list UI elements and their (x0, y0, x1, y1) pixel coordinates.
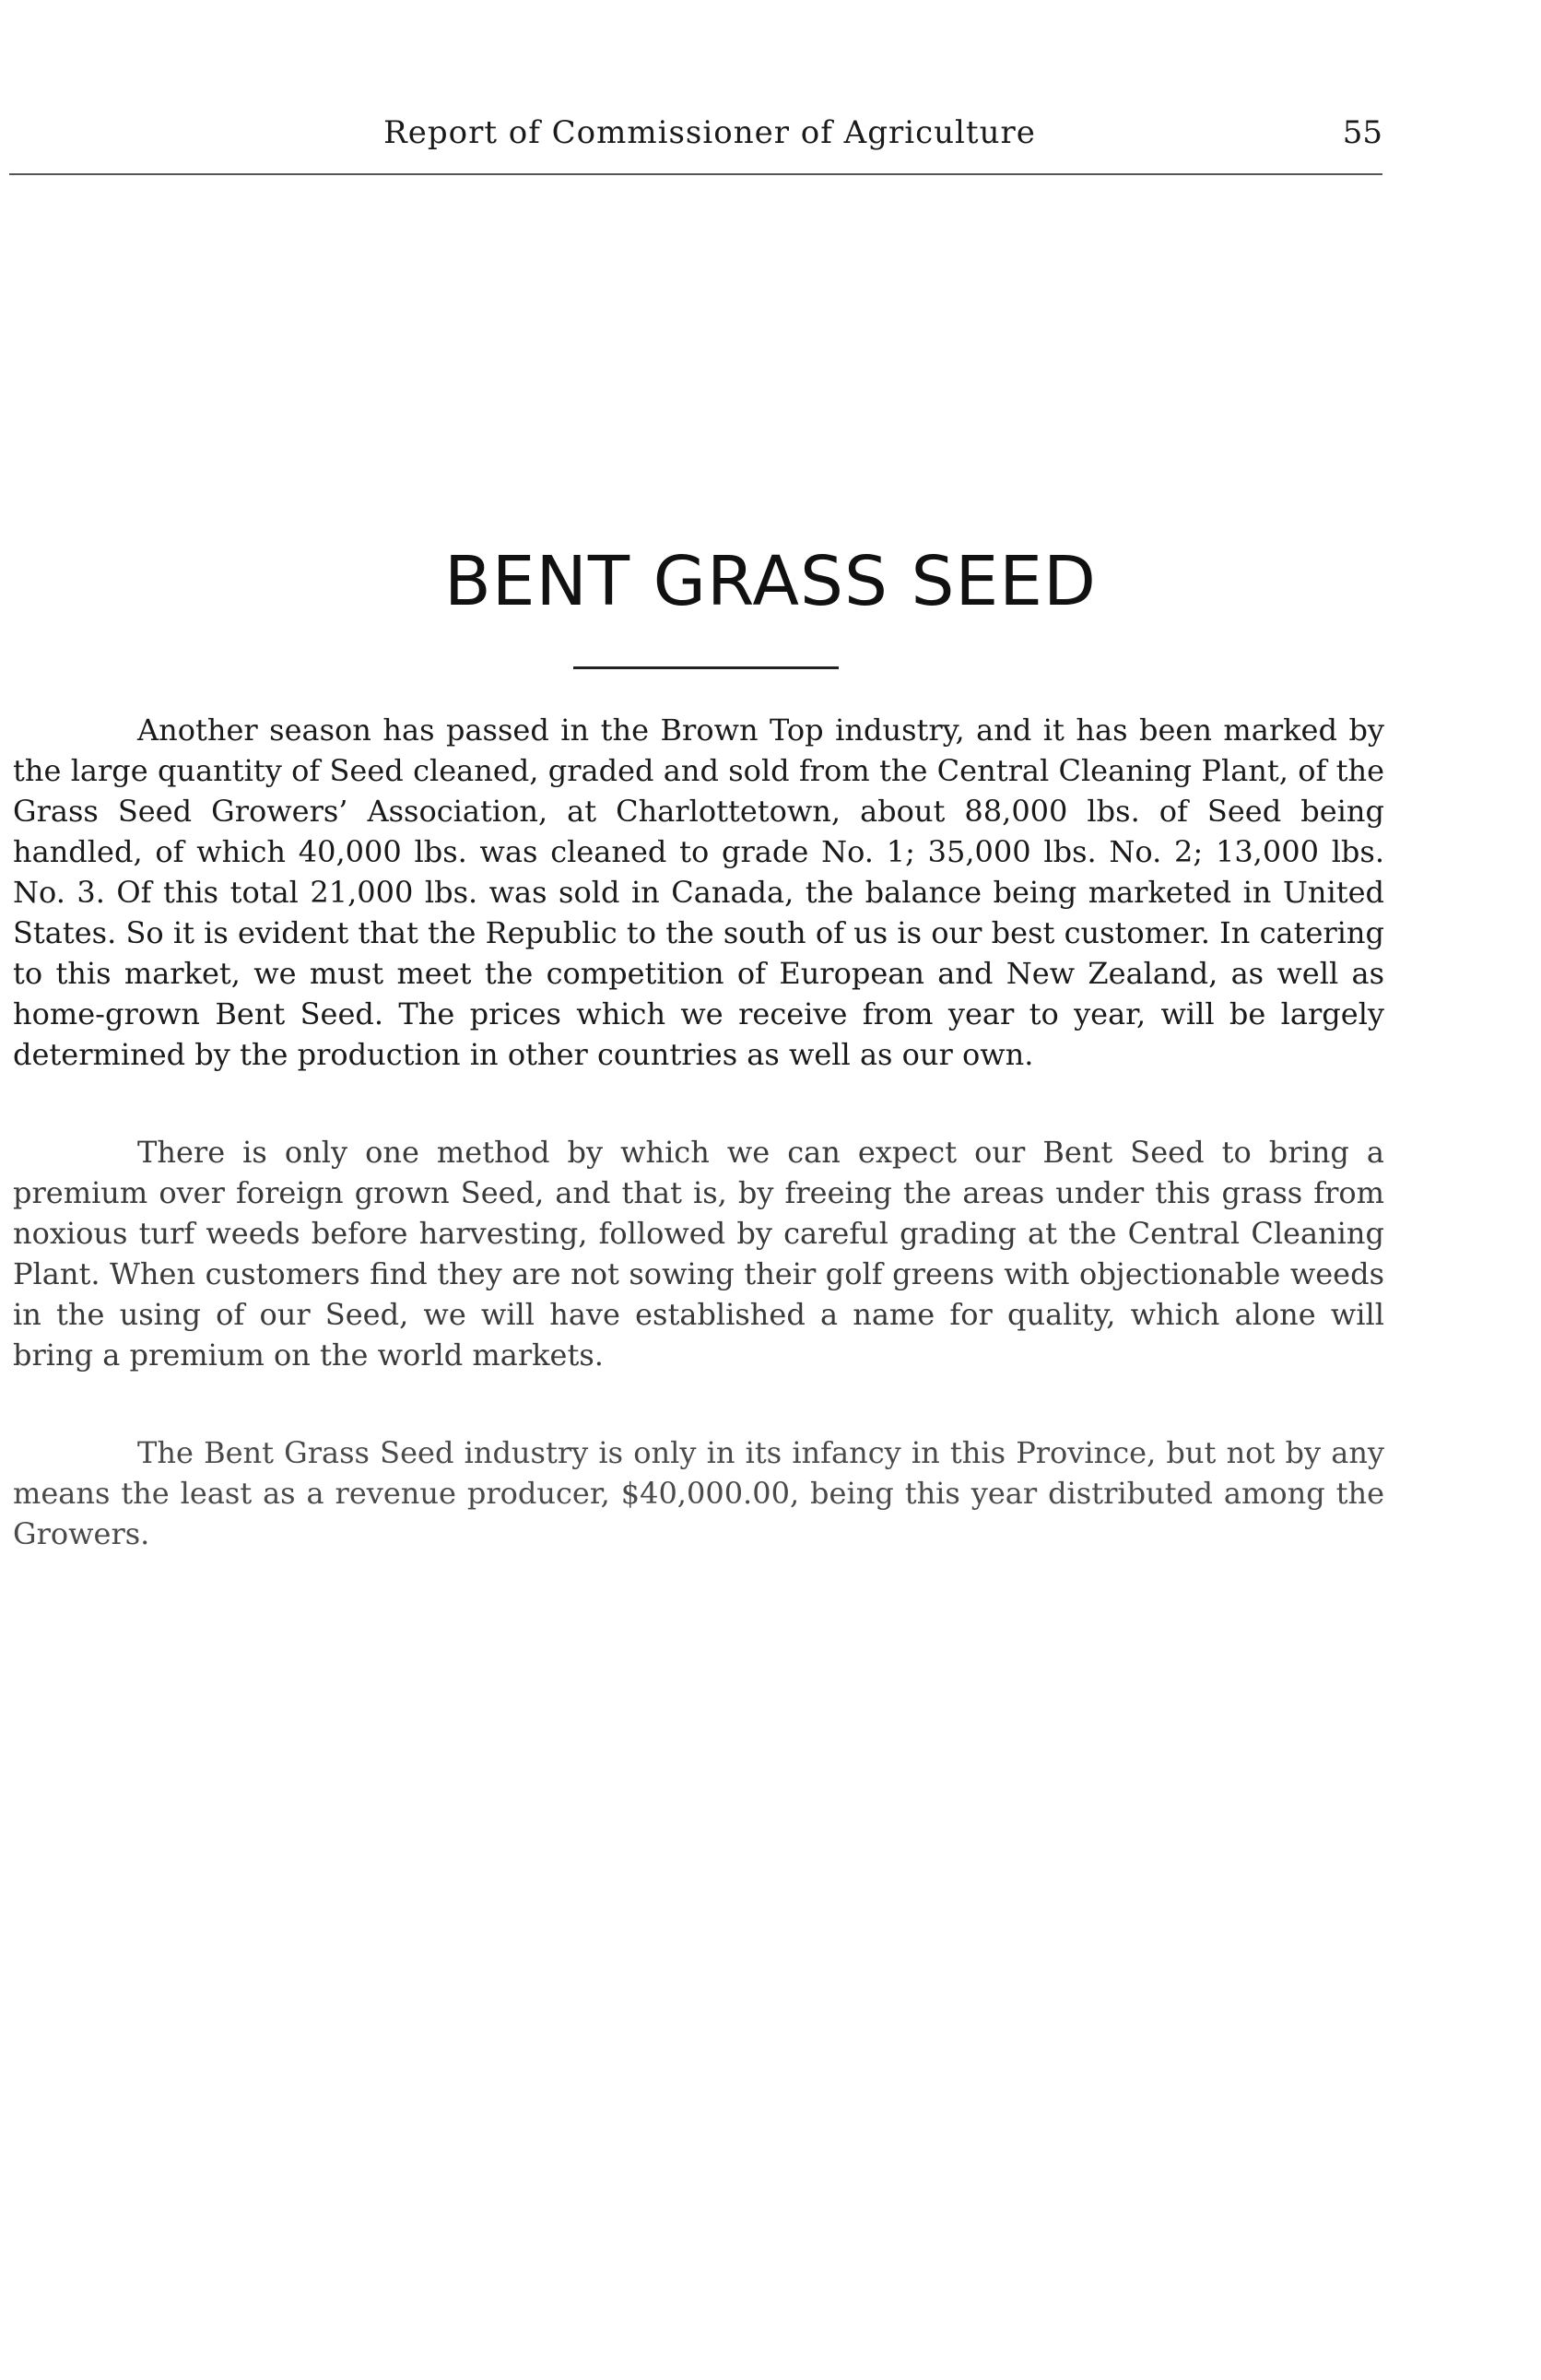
paragraph-3: The Bent Grass Seed industry is only in its infancy in this Province, but not by any means the least as a revenue producer, $40,000.00, being this year distributed among the Growers. (13, 1435, 1384, 1551)
article-title: BENT GRASS SEED (444, 542, 1097, 621)
header-rule (9, 173, 1382, 175)
running-title: Report of Commissioner of Agriculture (383, 114, 1036, 151)
running-head (0, 109, 1541, 157)
page-number: 55 (1342, 114, 1382, 151)
article-body (13, 710, 1384, 1611)
paragraph-2: There is only one method by which we can expect our Bent Seed to bring a premium over foreign grown Seed, and that is, by freeing the areas under this grass from noxious turf weeds before harvesting, followed by careful grading at the Central Cleaning Plant. When customers find they are not sowing their golf greens with objectionable weeds in the using of our Seed, we will have established a name for quality, which alone will bring a premium on the world markets. (13, 1135, 1384, 1373)
paragraph-1: Another season has passed in the Brown Top industry, and it has been marked by the large quantity of Seed cleaned, graded and sold from the Central Cleaning Plant, of the Grass Seed Growers’ Association, at Charlottetown, about 88,000 lbs. of Seed being handled, of which 40,000 lbs. was cleaned to grade No. 1; 35,000 lbs. No. 2; 13,000 lbs. No. 3. Of this total 21,000 lbs. was sold in Canada, the balance being marketed in United States. So it is evident that the Republic to the south of us is our best customer. In catering to this market, we must meet the competition of European and New Zealand, as well as home-grown Bent Seed. The prices which we receive from year to year, will be largely determined by the production in other countries as well as our own. (13, 713, 1384, 1072)
title-rule (573, 666, 839, 669)
